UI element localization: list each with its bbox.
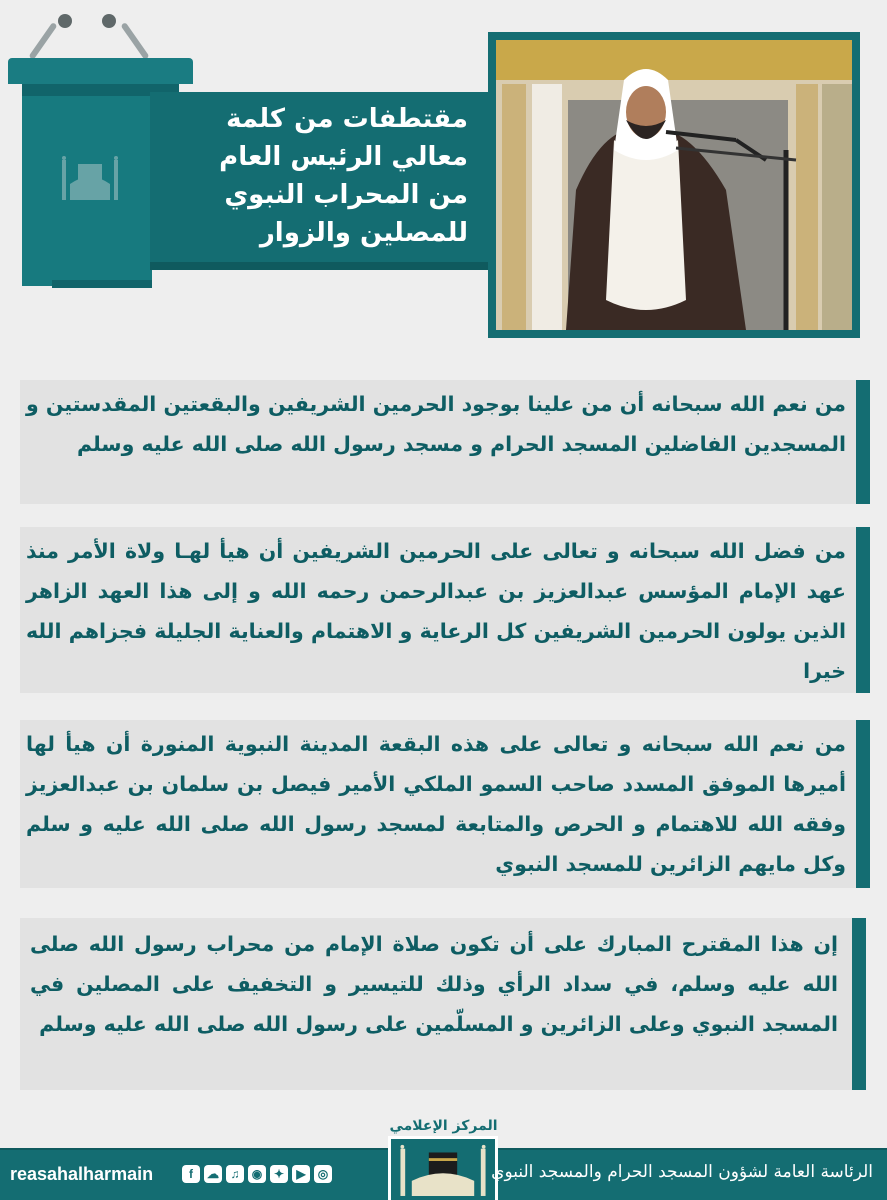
instagram-icon[interactable]: ◎ (314, 1165, 332, 1183)
podium-mic-right (120, 22, 149, 60)
paragraph-text: من فضل الله سبحانه و تعالى على الحرمين الشريفين أن هيأ لهـا ولاة الأمر منذ عهد الإمام المؤسس عبدالعزيز بن عبدالرحمن رحمه الله و إلى هذا العهد الزاهر الذين يولون الحرمين الشريفين كل الرعاية و الاهتمام والعناية الجليلة فجزاهم الله خيرا (26, 539, 846, 683)
title-line: للمصلين والزوار (259, 218, 468, 248)
card-accent-bar (856, 720, 870, 888)
card-accent-bar (856, 380, 870, 504)
title-banner-stripe (150, 262, 495, 270)
card-accent-bar (856, 527, 870, 693)
paragraph-card (20, 380, 856, 504)
facebook-icon[interactable]: f (182, 1165, 200, 1183)
snapchat-icon[interactable]: ♫ (226, 1165, 244, 1183)
podium-foot (52, 280, 152, 288)
soundcloud-icon[interactable]: ☁ (204, 1165, 222, 1183)
paragraph-card (20, 527, 856, 693)
periscope-icon[interactable]: ◉ (248, 1165, 266, 1183)
paragraph-text: من نعم الله سبحانه أن من علينا بوجود الحرمين الشريفين والبقعتين المقدستين و المسجدين الفاضلين المسجد الحرام و مسجد رسول الله صلى الله عليه وسلم (26, 392, 846, 456)
media-center-label: المركز الإعلامي (389, 1118, 498, 1134)
header (0, 0, 887, 350)
card-accent-bar (852, 918, 866, 1090)
paragraph-card (20, 720, 856, 888)
imam-photo (496, 40, 852, 330)
paragraph-text: إن هذا المقترح المبارك على أن تكون صلاة الإمام من محراب رسول الله صلى الله عليه وسلم، في سداد الرأي وذلك للتيسير و التخفيف على المصلين في المسجد النبوي وعلى الزائرين و المسلّمين على رسول الله صلى الله عليه وسلم (30, 932, 838, 1036)
paragraph-text: من نعم الله سبحانه و تعالى على هذه البقعة المدينة النبوية المنورة أن هيأ لها أميرها الموفق المسدد صاحب السمو الملكي الأمير فيصل بن سلمان بن عبدالعزيز وفقه الله للاهتمام و الحرص والمتابعة لمسجد رسول الله صلى الله عليه و سلم وكل مايهم الزائرين للمسجد النبوي (26, 732, 846, 876)
page-title (168, 100, 468, 252)
presidency-name: الرئاسة العامة لشؤون المسجد الحرام والمسجد النبوي (491, 1162, 873, 1182)
social-handle[interactable]: reasahalharmain (10, 1164, 154, 1184)
twitter-icon[interactable]: ✦ (270, 1165, 288, 1183)
podium-mic-left-head (58, 14, 72, 28)
media-center-logo-icon (388, 1136, 498, 1200)
podium-mic-right-head (102, 14, 116, 28)
title-line: معالي الرئيس العام (219, 142, 468, 172)
title-line: مقتطفات من كلمة (226, 104, 468, 134)
mosque-emblem-icon (58, 150, 122, 202)
youtube-icon[interactable]: ▶ (292, 1165, 310, 1183)
podium-top (8, 58, 193, 84)
podium-mic-left (28, 22, 57, 60)
paragraph-card (20, 918, 852, 1090)
title-line: من المحراب النبوي (224, 180, 468, 210)
